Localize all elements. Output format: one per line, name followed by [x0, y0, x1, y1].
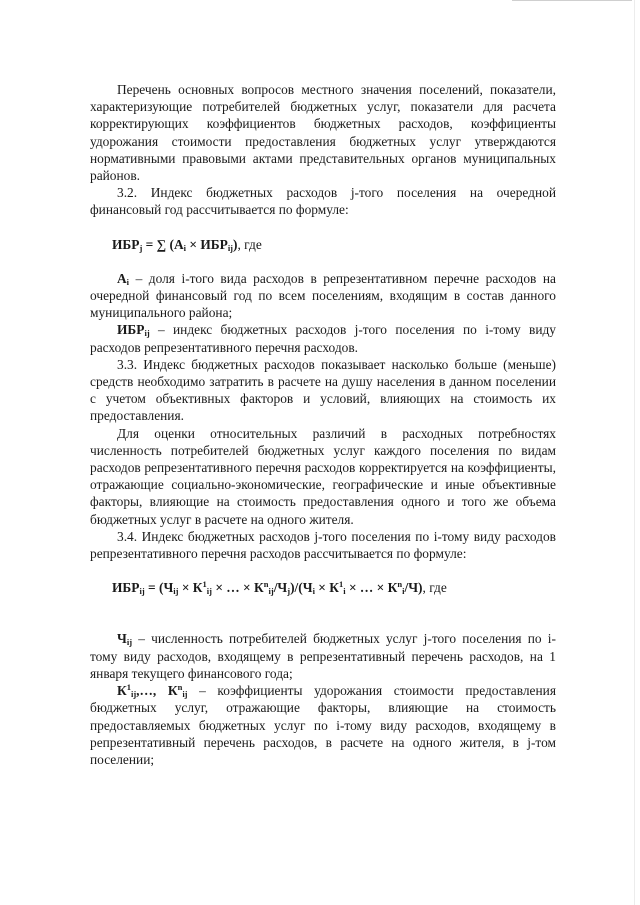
scan-edge-shadow	[634, 0, 635, 905]
definition-ai-text: – доля i-того вида расходов в репрезентативном перечне расходов на очередной финансовый год по всем поселениям, входящим в состав данного муниципального района;	[90, 270, 556, 321]
formula-ibr-j-tail: , где	[237, 236, 262, 252]
definition-ibr-ij: $ИБР_{ij}$ – индекс бюджетных расходов j-того поселения по i-тому виду расходов репрезентативного перечня расходов.	[90, 322, 556, 355]
formula-ibr-j: $ИБР_j$ = ∑ $(А_i \times ИБР_{ij})$, где	[112, 236, 262, 253]
document-body	[90, 81, 556, 768]
scan-edge-line	[512, 0, 632, 1]
definition-ch-ij: $Ч_{ij}$ – численность потребителей бюджетных услуг j-того поселения по i-тому виду расходов, входящему в репрезентативный перечень расходов, на 1 января текущего финансового года;	[90, 631, 556, 681]
paragraph-3-4: 3.4. Индекс бюджетных расходов j-того поселения по i-тому виду расходов репрезентативного перечня расходов рассчитывается по формуле:	[90, 528, 556, 562]
paragraph-3-3: 3.3. Индекс бюджетных расходов показывает насколько больше (меньше) средств необходимо затратить в расчете на душу населения в данном поселении с учетом объективных факторов и условий, влияющих на стоимость их предоставления.	[90, 356, 556, 424]
paragraph-3-2: 3.2. Индекс бюджетных расходов j-того поселения на очередной финансовый год рассчитывается по формуле:	[90, 185, 556, 218]
definition-ch-ij-text: – численность потребителей бюджетных услуг j-того поселения по i-тому виду расходов, входящему в репрезентативный перечень расходов, на 1 января текущего финансового года;	[90, 631, 556, 681]
definition-k-ij: $К^1_{ij},\dots$, $К^n_{ij}$ – коэффициенты удорожания стоимости предоставления бюджетных услуг, отражающие факторы, влияющие на стоимость предоставляемых бюджетных услуг по i-тому виду расходов, входящему в репрезентативный перечень расходов, в расчете на одного жителя, в j-том поселении;	[90, 682, 556, 767]
definition-ibr-ij-text: – индекс бюджетных расходов j-того поселения по i-тому виду расходов репрезентативного перечня расходов.	[90, 322, 556, 355]
paragraph-relative-differences: Для оценки относительных различий в расходных потребностях численность потребителей бюджетных услуг каждого поселения по видам расходов репрезентативного перечня расходов корректируется на коэффициенты, отражающие социально-экономические, географические и иные объективные факторы, влияющие на стоимость предоставления одного и того же объема бюджетных услуг в расчете на одного жителя.	[90, 425, 556, 527]
formula-ibr-ij-tail: , где	[422, 580, 447, 596]
definition-k-ij-text: – коэффициенты удорожания стоимости предоставления бюджетных услуг, отражающие факторы, влияющие на стоимость предоставляемых бюджетных услуг по i-тому виду расходов, входящему в репрезентативный перечень расходов, в расчете на одного жителя, в j-том поселении;	[90, 683, 556, 767]
formula-ibr-ij: $ИБР_{ij} = (Ч_{ij} \times К^1_{ij}$ × … × $К^n_{ij}/Ч_j)/(Ч_i \times К^1_i$ × … × $К^n_i/Ч$), где	[112, 579, 447, 597]
definition-ai: $А_i$ – доля i-того вида расходов в репрезентативном перечне расходов на очередной финансовый год по всем поселениям, входящим в состав данного муниципального района;	[90, 270, 556, 321]
paragraph-basic-questions: Перечень основных вопросов местного значения поселений, показатели, характеризующие потребителей бюджетных услуг, показатели для расчета корректирующих коэффициентов бюджетных расходов, коэффициенты удорожания стоимости предоставления бюджетных услуг утверждаются нормативными правовыми актами представительных органов муниципальных районов.	[90, 82, 556, 184]
